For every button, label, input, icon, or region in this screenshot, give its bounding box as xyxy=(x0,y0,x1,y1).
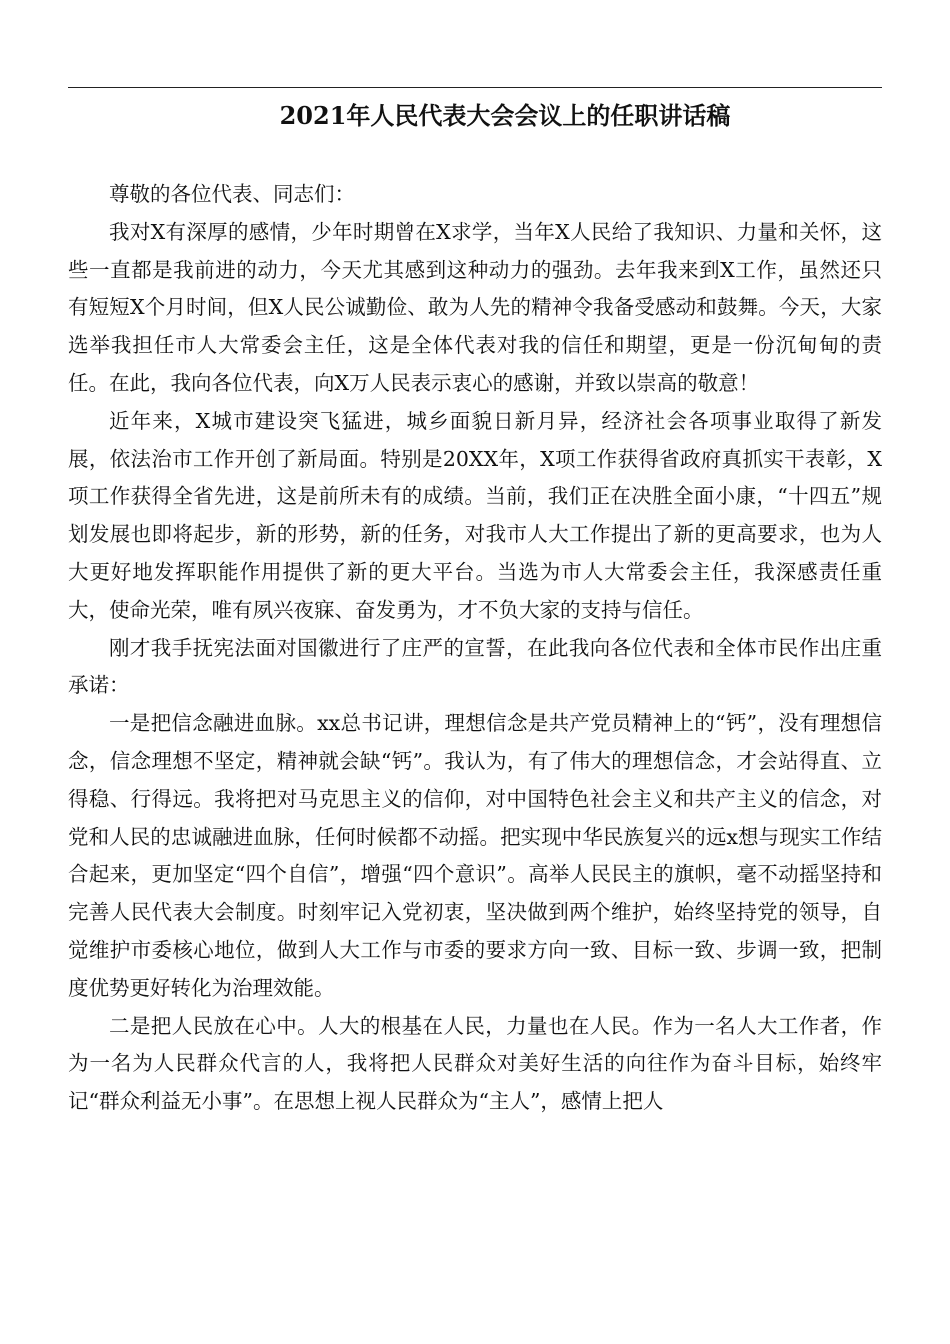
body-paragraph: 二是把人民放在心中。人大的根基在人民，力量也在人民。作为一名人大工作者，作为一名为人民群众代言的人，我将把人民群众对美好生活的向往作为奋斗目标，始终牢记“群众利益无小事”。在思想上视人民群众为“主人”，感情上把人 xyxy=(68,1013,882,1114)
body-paragraph: 近年来，X城市建设突飞猛进，城乡面貌日新月异，经济社会各项事业取得了新发展，依法治市工作开创了新局面。特别是20XX年，X项工作获得省政府真抓实干表彰，X项工作获得全省先进，这是前所未有的成绩。当前，我们正在决胜全面小康，“十四五”规划发展也即将起步，新的形势，新的任务，对我市人大工作提出了新的更高要求，也为人大更好地发挥职能作用提供了新的更大平台。当选为市人大常委会主任，我深感责任重大，使命光荣，唯有夙兴夜寐、奋发勇为，才不负大家的支持与信任。 xyxy=(68,408,882,622)
body-paragraph: 刚才我手抚宪法面对国徽进行了庄严的宣誓，在此我向各位代表和全体市民作出庄重承诺： xyxy=(68,635,882,698)
body-paragraph: 一是把信念融进血脉。xx总书记讲，理想信念是共产党员精神上的“钙”，没有理想信念，信念理想不坚定，精神就会缺“钙”。我认为，有了伟大的理想信念，才会站得直、立得稳、行得远。我将把对马克思主义的信仰，对中国特色社会主义和共产主义的信念，对党和人民的忠诚融进血脉，任何时候都不动摇。把实现中华民族复兴的远x想与现实工作结合起来，更加坚定“四个自信”，增强“四个意识”。高举人民民主的旗帜，毫不动摇坚持和完善人民代表大会制度。时刻牢记入党初衷，坚决做到两个维护，始终坚持党的领导，自觉维护市委核心地位，做到人大工作与市委的要求方向一致、目标一致、步调一致，把制度优势更好转化为治理效能。 xyxy=(68,711,882,1000)
document-title: 2021年人民代表大会会议上的任职讲话稿 xyxy=(279,101,731,130)
salutation-paragraph: 尊敬的各位代表、同志们： xyxy=(109,182,355,206)
body-paragraph: 我对X有深厚的感情，少年时期曾在X求学，当年X人民给了我知识、力量和关怀，这些一直都是我前进的动力，今天尤其感到这种动力的强劲。去年我来到X工作，虽然还只有短短X个月时间，但X人民公诚勤俭、敢为人先的精神令我备受感动和鼓舞。今天，大家选举我担任市人大常委会主任，这是全体代表对我的信任和期望，更是一份沉甸甸的责任。在此，我向各位代表，向X万人民表示衷心的感谢，并致以崇高的敬意！ xyxy=(68,219,882,395)
header-rule xyxy=(68,87,882,88)
document-body xyxy=(68,176,882,1121)
